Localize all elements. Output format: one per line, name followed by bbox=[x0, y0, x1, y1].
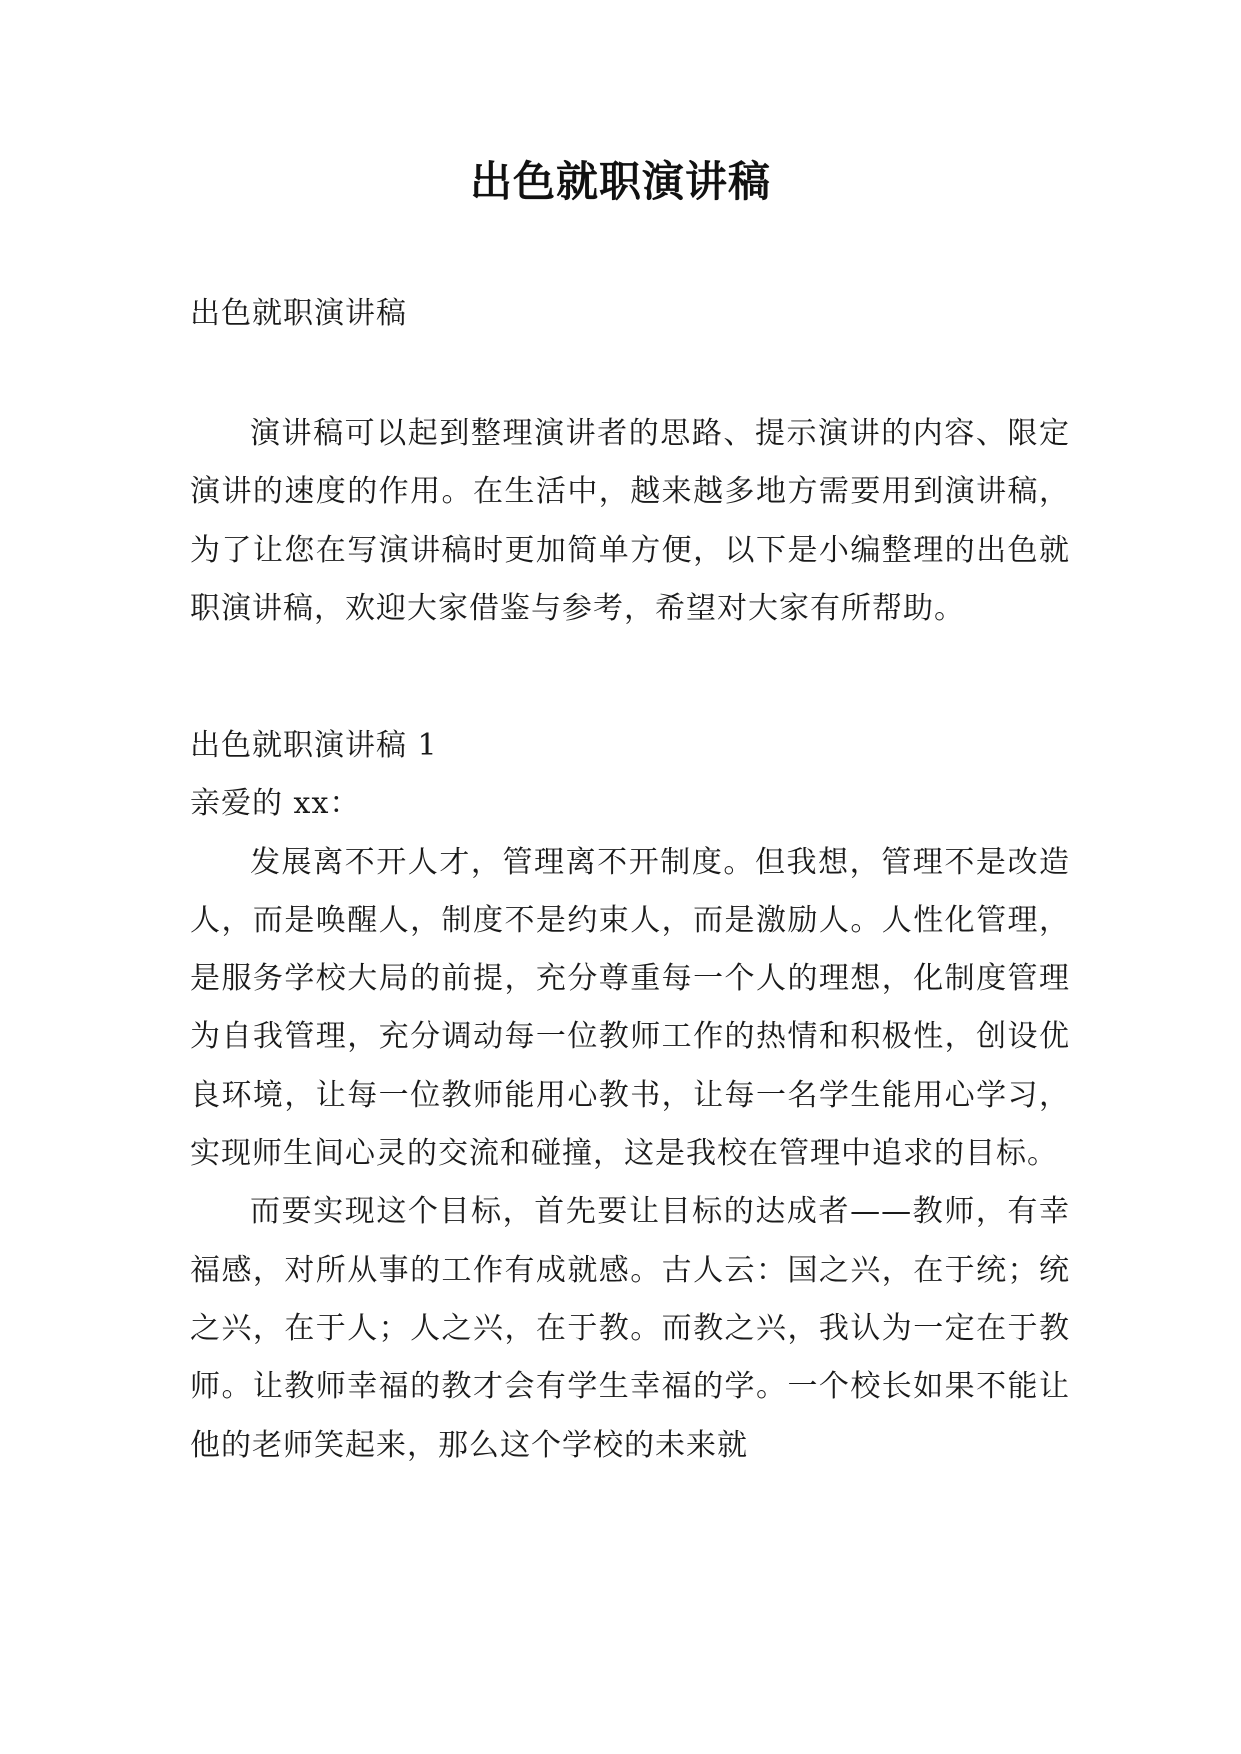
intro-block bbox=[190, 405, 1070, 638]
section-heading: 出色就职演讲稿 1 bbox=[190, 728, 438, 763]
intro-paragraph: 演讲稿可以起到整理演讲者的思路、提示演讲的内容、限定演讲的速度的作用。在生活中，越来越多地方需要用到演讲稿，为了让您在写演讲稿时更加简单方便，以下是小编整理的出色就职演讲稿，欢迎大家借鉴与参考，希望对大家有所帮助。 bbox=[190, 416, 1070, 626]
body-paragraph: 发展离不开人才，管理离不开制度。但我想，管理不是改造人，而是唤醒人，制度不是约束人，而是激励人。人性化管理，是服务学校大局的前提，充分尊重每一个人的理想，化制度管理为自我管理，充分调动每一位教师工作的热情和积极性，创设优良环境，让每一位教师能用心教书，让每一名学生能用心学习，实现师生间心灵的交流和碰撞，这是我校在管理中追求的目标。 bbox=[190, 844, 1070, 1172]
document-subtitle: 出色就职演讲稿 bbox=[190, 296, 407, 331]
body-paragraph: 而要实现这个目标，首先要让目标的达成者——教师，有幸福感，对所从事的工作有成就感。古人云：国之兴，在于统；统之兴，在于人；人之兴，在于教。而教之兴，我认为一定在于教师。让教师幸福的教才会有学生幸福的学。一个校长如果不能让他的老师笑起来，那么这个学校的未来就 bbox=[190, 1194, 1070, 1463]
salutation: 亲爱的 xx： bbox=[190, 786, 361, 822]
section-block bbox=[190, 717, 1070, 1475]
document-title: 出色就职演讲稿 bbox=[469, 157, 771, 206]
